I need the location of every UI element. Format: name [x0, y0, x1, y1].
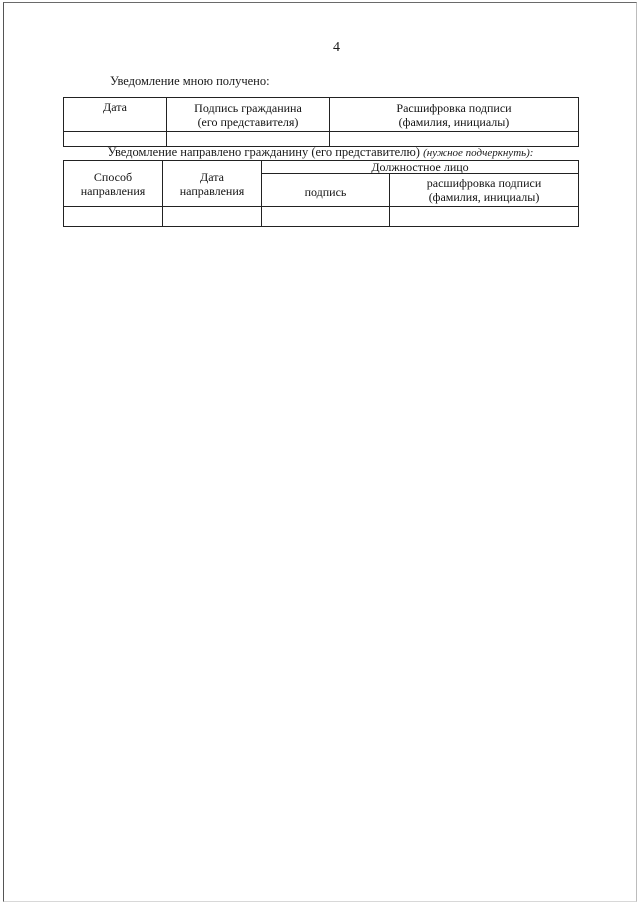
- receipt-date-header: [64, 98, 167, 132]
- sent-official-decoding-header-line1: расшифровка подписи: [426, 176, 542, 190]
- sent-table-blank-row: [64, 207, 579, 227]
- sent-label: [63, 145, 578, 160]
- sent-official-header: [262, 161, 579, 174]
- sent-date-cell[interactable]: [163, 207, 262, 227]
- receipt-decoding-header-line2: (фамилия, инициалы): [398, 114, 510, 129]
- sent-label-text: Уведомление направлено гражданину (его представителю): [107, 145, 420, 159]
- receipt-label: Уведомление мною получено:: [110, 74, 270, 88]
- receipt-decoding-header: [330, 98, 579, 132]
- sent-official-decoding-header: [390, 174, 579, 207]
- receipt-signature-header-line1: Подпись гражданина: [194, 100, 302, 115]
- sent-official-signature-cell[interactable]: [262, 207, 390, 227]
- receipt-decoding-header-line1: Расшифровка подписи: [396, 100, 512, 115]
- page-number: 4: [333, 40, 340, 55]
- sent-date-header: [163, 161, 262, 207]
- sent-label-note: (нужное подчеркнуть):: [423, 147, 534, 159]
- receipt-date-header-text: Дата: [103, 100, 127, 114]
- sent-method-header-line2: направления: [80, 183, 146, 198]
- sent-official-signature-header-text: подпись: [304, 184, 347, 199]
- sent-official-header-text: Должностное лицо: [371, 160, 469, 174]
- receipt-signature-header-line2: (его представителя): [197, 114, 299, 129]
- sent-method-header: [64, 161, 163, 207]
- sent-official-signature-header: [262, 174, 390, 207]
- receipt-table: [63, 97, 579, 147]
- receipt-table-header-row: [64, 98, 579, 132]
- sent-date-header-line1: Дата: [200, 169, 224, 184]
- sent-date-header-line2: направления: [179, 183, 245, 198]
- sent-official-decoding-cell[interactable]: [390, 207, 579, 227]
- sent-table-header-row-1: [64, 161, 579, 174]
- sent-table: [63, 160, 579, 227]
- sent-method-header-line1: Способ: [93, 169, 133, 184]
- receipt-signature-header: [167, 98, 330, 132]
- sent-official-decoding-header-line2: (фамилия, инициалы): [428, 190, 540, 204]
- sent-method-cell[interactable]: [64, 207, 163, 227]
